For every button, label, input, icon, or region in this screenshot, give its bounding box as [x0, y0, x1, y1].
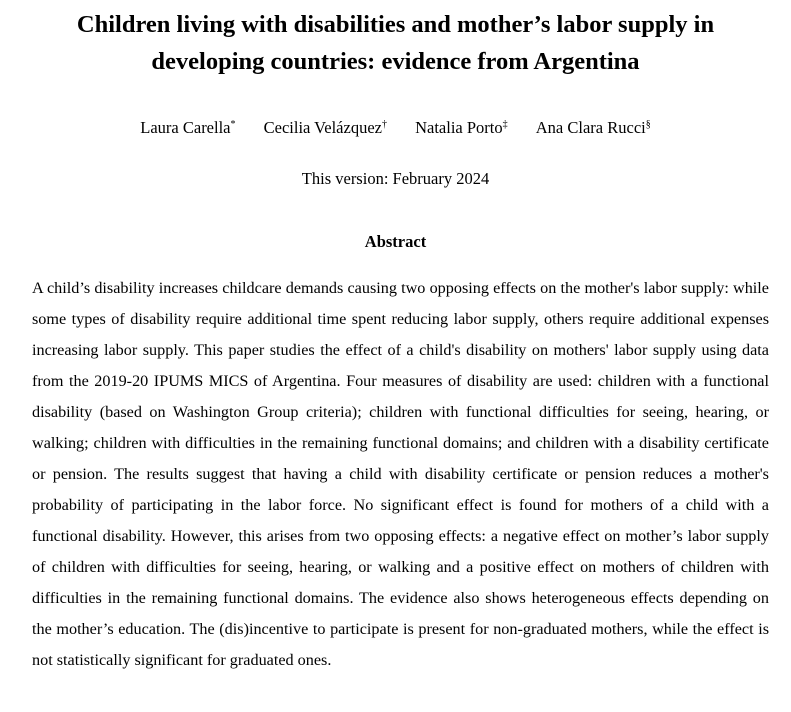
author-name: Ana Clara Rucci [535, 118, 646, 137]
author [536, 116, 651, 140]
author-name: Cecilia Velázquez [263, 118, 382, 137]
author [264, 116, 387, 140]
abstract-text: A child’s disability increases childcare demands causing two opposing effects on the mother's labor supply: while some types of disability require additional time spent reducing labor supply, others require additional expenses increasing labor supply. This paper studies the effect of a child's disability on mothers' labor supply using data from the 2019-20 IPUMS MICS of Argentina. Four measures of disability are used: children with a functional disability (based on Washington Group criteria); children with functional difficulties for seeing, hearing, or walking; children with difficulties in the remaining functional domains; and children with a disability certificate or pension. The results suggest that having a child with disability certificate or pension reduces a mother's probability of participating in the labor force. No significant effect is found for mothers of a child with a functional disability. However, this arises from two opposing effects: a negative effect on mother’s labor supply of children with difficulties for seeing, hearing, or walking and a positive effect on mothers of children with difficulties in the remaining functional domains. The evidence also shows heterogeneous effects depending on the mother’s education. The (dis)incentive to participate is present for non-graduated mothers, while the effect is not statistically significant for graduated ones. [32, 279, 769, 669]
author-footnote-mark: § [645, 119, 651, 130]
author-name: Natalia Porto [415, 118, 503, 137]
author-name: Laura Carella [140, 118, 231, 137]
author-footnote-mark: ‡ [502, 119, 508, 130]
author-footnote-mark: * [230, 119, 236, 130]
author [415, 116, 508, 140]
paper-title: Children living with disabilities and mother’s labor supply in developing countries: evidence from Argentina [76, 11, 715, 75]
version-date: This version: February 2024 [301, 169, 490, 188]
author-footnote-mark: † [381, 119, 387, 130]
author [140, 116, 235, 140]
abstract-heading: Abstract [364, 232, 427, 251]
author-list [0, 116, 791, 140]
